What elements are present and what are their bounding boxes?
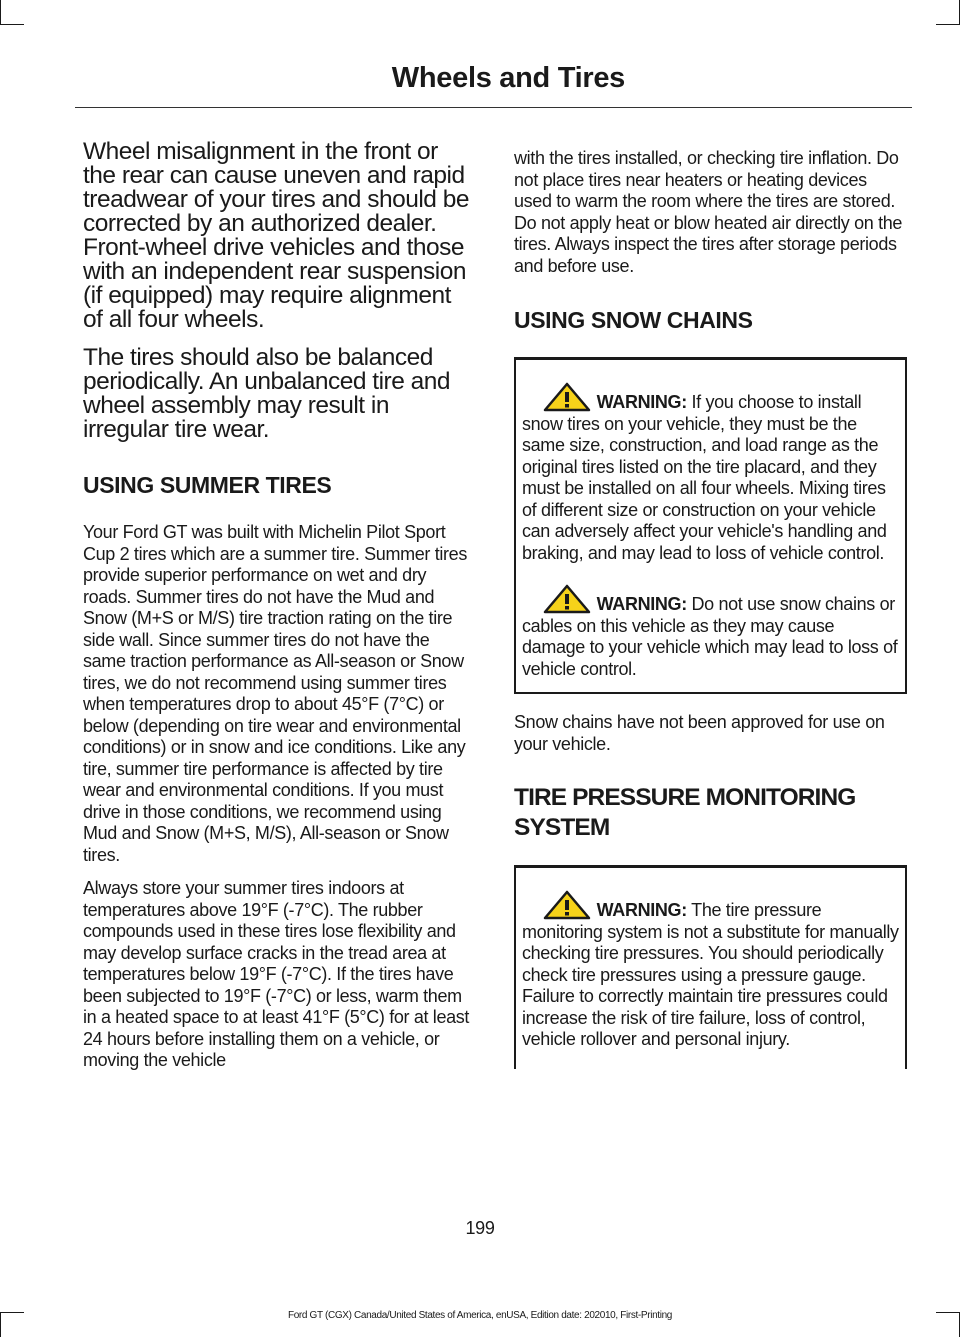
- balancing-paragraph: The tires should also be balanced periodically. An unbalanced tire and wheel assembly may result in irregular tire wear.: [83, 344, 451, 443]
- crop-mark-top-left: [0, 0, 1, 25]
- snow-chains-heading: USING SNOW CHAINS: [514, 307, 753, 333]
- snow-tires-warning: [522, 382, 899, 564]
- warning-triangle-icon: [542, 584, 592, 614]
- warning-text: Do not use snow chains or cables on this vehicle as they may cause damage to your vehicle which may lead to loss of vehicle control.: [522, 594, 898, 679]
- warning-triangle-icon: [542, 382, 592, 412]
- tpms-heading-line1: TIRE PRESSURE MONITORING: [514, 784, 856, 811]
- snow-chains-note: Snow chains have not been approved for use on your vehicle.: [514, 712, 885, 754]
- summer-tires-paragraph: Your Ford GT was built with Michelin Pilot Sport Cup 2 tires which are a summer tire. Summer tires provide superior performance on wet and dry roads. Summer tires do not have the Mud and Snow (M+S or M/S) tire traction rating on the tire side wall. Since summer tires do not have the same traction performance as All-season or Snow tires, we do not recommend using summer tires when temperatures drop to about 45°F (7°C) or below (depending on tire wear and environmental conditions) or in snow and ice conditions. Like any tire, summer tire performance is affected by tire wear and environmental conditions. If you must drive in those conditions, we recommend using Mud and Snow (M+S, M/S), All-season or Snow tires.: [83, 522, 467, 865]
- tpms-heading: [514, 783, 907, 843]
- left-column: [83, 140, 475, 1084]
- snow-chains-warning: [522, 584, 899, 680]
- page-header-title: Wheels and Tires: [391, 62, 625, 94]
- tpms-warning: [522, 890, 899, 1051]
- page-number: 199: [465, 1218, 495, 1238]
- warning-text: The tire pressure monitoring system is not a substitute for manually checking tire pressures. You should periodically check tire pressures using a pressure gauge. Failure to correctly maintain tire pressures could increase the risk of tire failure, loss of control, vehicle rollover and personal injury.: [522, 900, 899, 1049]
- storage-continued-paragraph: with the tires installed, or checking tire inflation. Do not place tires near heaters or heating devices used to warm the room where the tires are stored. Do not apply heat or blow heated air directly on the tires. Always inspect the tires after storage periods and before use.: [514, 148, 903, 276]
- warning-label: WARNING:: [596, 900, 687, 920]
- summer-tires-heading: USING SUMMER TIRES: [83, 472, 332, 498]
- warning-label: WARNING:: [596, 392, 687, 412]
- summer-storage-paragraph: Always store your summer tires indoors at temperatures above 19°F (-7°C). The rubber compounds used in these tires lose flexibility and may develop surface cracks in the tread area at temperatures below 19°F (-7°C). If the tires have been subjected to 19°F (-7°C) or less, warm them in a heated space to at least 41°F (5°C) for at least 24 hours before installing them on a vehicle, or moving the vehicle: [83, 878, 470, 1070]
- right-column: [514, 148, 907, 1087]
- tpms-warning-box: [514, 865, 907, 1069]
- alignment-paragraph: Wheel misalignment in the front or the rear can cause uneven and rapid treadwear of your tires and should be corrected by an authorized dealer. Front-wheel drive vehicles and those with an independent rear suspension (if equipped) may require alignment of all four wheels.: [83, 138, 469, 333]
- snow-warning-box: [514, 357, 907, 694]
- warning-label: WARNING:: [596, 594, 687, 614]
- crop-mark-top-left-h: [0, 24, 24, 25]
- warning-triangle-icon: [542, 890, 592, 920]
- warning-text: If you choose to install snow tires on your vehicle, they must be the same size, construction, and load range as the original tires listed on the tire placard, and they must be installed on all four wheels. Mixing tires of different size or construction on your vehicle can adversely affect your vehicle's handling and braking, and may lead to loss of vehicle control.: [522, 392, 887, 563]
- crop-mark-top-right-h: [936, 24, 960, 25]
- header-divider: [75, 107, 912, 108]
- document-footer: Ford GT (CGX) Canada/United States of America, enUSA, Edition date: 202010, First-Printing: [287, 1310, 673, 1321]
- tpms-heading-line2: SYSTEM: [514, 814, 610, 841]
